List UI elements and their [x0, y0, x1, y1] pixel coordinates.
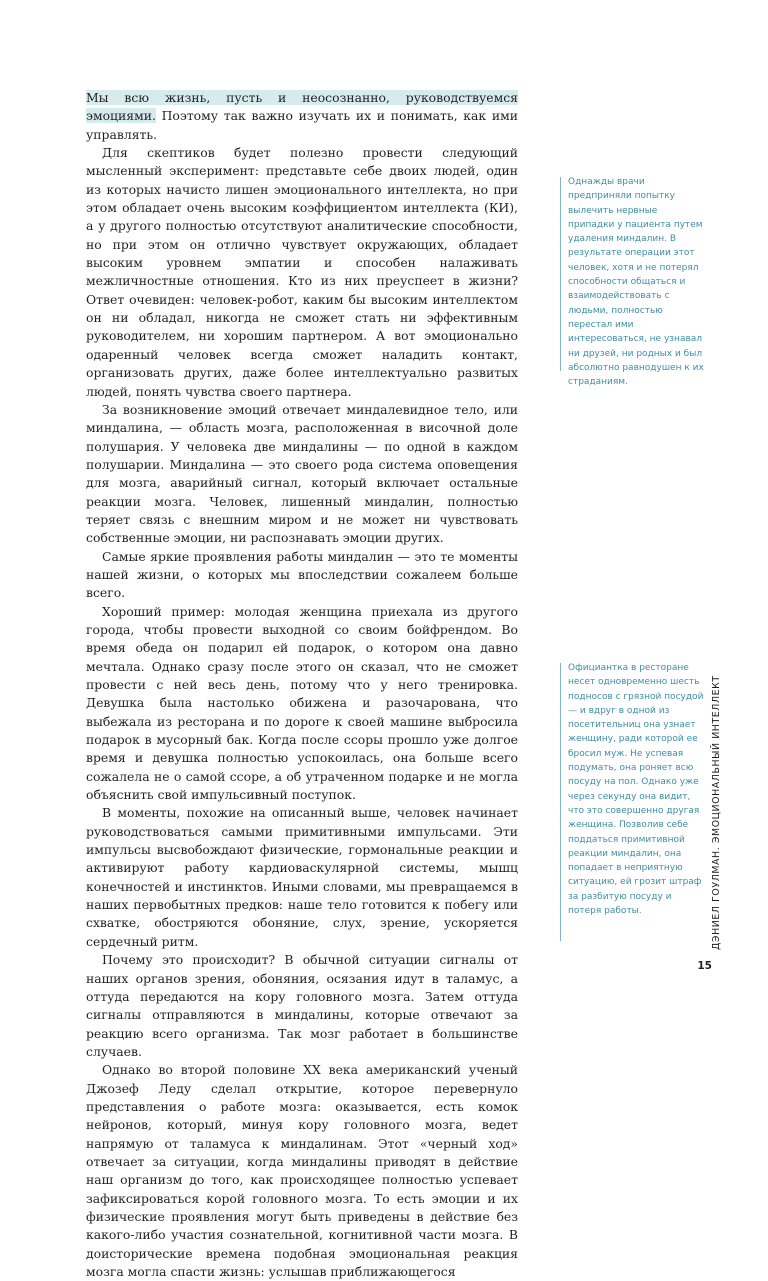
running-head: ДЭНИЕЛ ГОУЛМАН. ЭМОЦИОНАЛЬНЫЙ ИНТЕЛЛЕКТ [711, 675, 722, 950]
paragraph [86, 89, 518, 144]
sidebar-note-2: Официантка в ресторане несет одновременно шесть подносов с грязной посудой — и вдруг в одной из посетительниц она узнает женщину, ради которой ее бросил муж. Не успевая подумать, она роняет всю посуду на пол. Однако уже через секунду она видит, что это совершенно другая женщина. Позволив себе поддаться примитивной реакции миндалин, она попадает в неприятную ситуацию, ей грозит штраф за разбитую посуду и потеря работы. [568, 663, 704, 917]
paragraph: В моменты, похожие на описанный выше, человек начинает руководствоваться самыми примитивными импульсами. Эти импульсы высвобождают физические, гормональные реакции и активируют работу кардиоваскулярной системы, мышц конечностей и инстинктов. Иными словами, мы превращаемся в наших первобытных предков: наше тело готовится к побегу или схватке, обостряются обоняние, слух, зрение, ускоряется сердечный ритм. [86, 805, 518, 949]
highlighted-sentence: Мы всю жизнь, пусть и неосознанно, руководствуемся эмоциями. [86, 90, 518, 124]
page-number: 15 [697, 960, 712, 972]
paragraph: Однако во второй половине XX века американский ученый Джозеф Леду сделал открытие, которое перевернуло представления о работе мозга: оказывается, есть комок нейронов, который, минуя кору головного мозга, ведет напрямую от таламуса к миндалинам. Этот «черный ход» отвечает за ситуации, когда миндалины приводят в действие наш организм до того, как происходящее полностью успевает зафиксироваться корой головного мозга. То есть эмоции и их физические проявления могут быть приведены в действие без какого-либо участия сознательной, когнитивной части мозга. В доисторические времена подобная эмоциональная реакция мозга могла спасти жизнь: услышав приближающегося [86, 1062, 518, 1279]
sidebar-note-1: Однажды врачи предприняли попытку вылечить нервные припадки у пациента путем удаления миндалин. В результате операции этот человек, хотя и не потерял способности общаться и взаимодействовать с людьми, полностью перестал ими интересоваться, не узнавал ни друзей, ни родных и был абсолютно равнодушен к их страданиям. [568, 177, 704, 388]
main-text-column [86, 89, 518, 1281]
paragraph: Хороший пример: молодая женщина приехала из другого города, чтобы провести выходной со своим бойфрендом. Во время обеда он подарил ей подарок, о котором она давно мечтала. Однако сразу после этого он сказал, что не сможет провести с ней весь день, потому что у него тренировка. Девушка была настолько обижена и разочарована, что выбежала из ресторана и по дороге к своей машине выбросила подарок в мусорный бак. Когда после ссоры прошло уже долгое время и девушка полностью успокоилась, она больше всего сожалела не о самой ссоре, а об утраченном подарке и не могла объяснить свой импульсивный поступок. [86, 603, 518, 803]
paragraph-text: Поэтому так важно изучать их и понимать, как ими управлять. [86, 108, 518, 142]
sidebar-rule [560, 177, 561, 371]
paragraph: Для скептиков будет полезно провести следующий мысленный эксперимент: представьте себе двоих людей, один из которых начисто лишен эмоционального интеллекта, но при этом обладает очень высоким коэффициентом интеллекта (КИ), а у другого полностью отсутствуют аналитические способности, но при этом он отлично чувствует окружающих, обладает высоким уровнем эмпатии и способен налаживать межличностные отношения. Кто из них преуспеет в жизни? Ответ очевиден: человек-робот, каким бы высоким интеллектом он ни обладал, никогда не сможет стать ни эффективным руководителем, ни хорошим партнером. А вот эмоционально одаренный человек всегда сможет наладить контакт, организовать других, даже более интеллектуально развитых людей, понять чувства своего партнера. [86, 145, 518, 399]
sidebar-rule [560, 663, 561, 941]
paragraph: Почему это происходит? В обычной ситуации сигналы от наших органов зрения, обоняния, осязания идут в таламус, а оттуда передаются на кору головного мозга. Затем оттуда сигналы отправляются в миндалины, которые отвечают за реакцию всего организма. Так мозг работает в большинстве случаев. [86, 952, 518, 1059]
paragraph: Самые яркие проявления работы миндалин — это те моменты нашей жизни, о которых мы впоследствии сожалеем больше всего. [86, 548, 518, 601]
paragraph: За возникновение эмоций отвечает миндалевидное тело, или миндалина, — область мозга, расположенная в височной доле полушария. У человека две миндалины — по одной в каждом полушарии. Миндалина — это своего рода система оповещения для мозга, аварийный сигнал, который включает остальные реакции мозга. Человек, лишенный миндалин, полностью теряет связь с внешним миром и не может ни чувствовать собственные эмоции, ни распознавать эмоции других. [86, 401, 518, 546]
